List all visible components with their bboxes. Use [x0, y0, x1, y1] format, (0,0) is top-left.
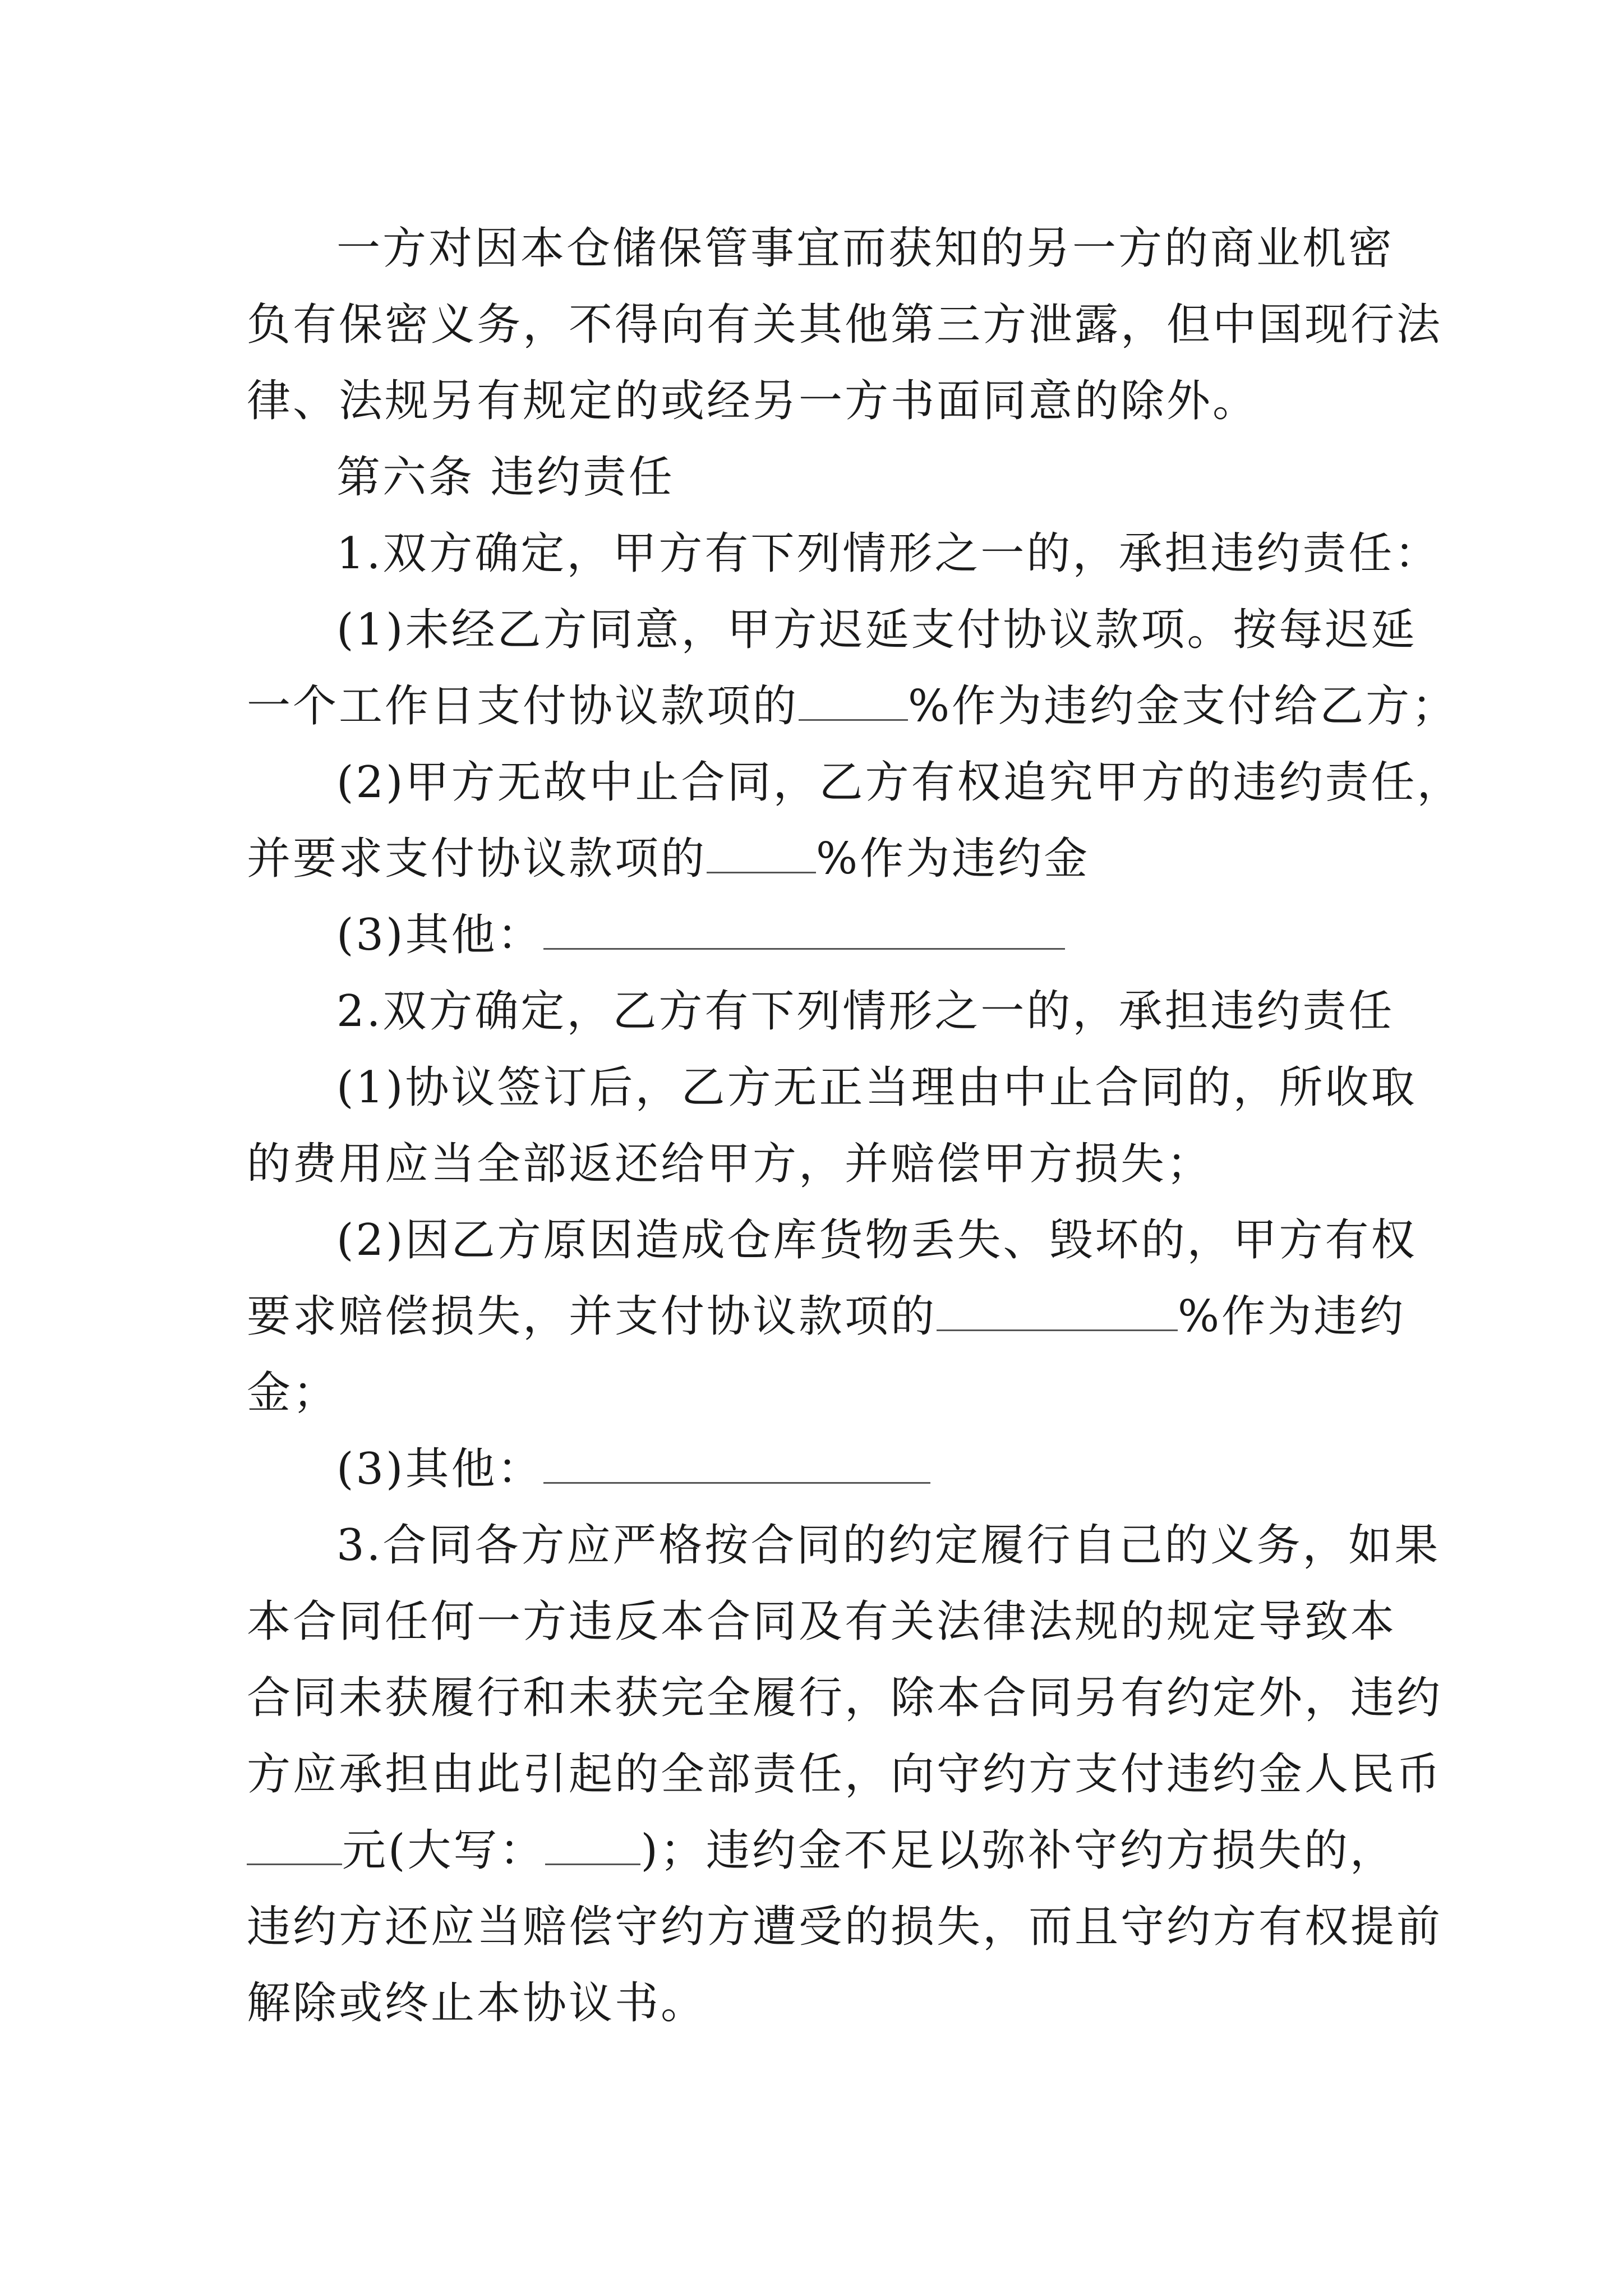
clause-line: (1)协议签订后，乙方无正当理由中止合同的，所收取: [336, 1062, 1417, 1113]
clause-line: (1)未经乙方同意，甲方迟延支付协议款项。按每迟延: [336, 605, 1417, 655]
fill-in-blank: [937, 1295, 1178, 1331]
clause-text: 要求赔偿损失，并支付协议款项的: [247, 1291, 937, 1342]
clause-line: [247, 1278, 1406, 1355]
clause-text: (3)其他：: [336, 1444, 543, 1494]
fill-in-blank: [543, 1447, 930, 1484]
clause-line: (2)甲方无故中止合同，乙方有权追究甲方的违约责任，: [336, 757, 1463, 808]
clause-line: 本合同任何一方违反本合同及有关法律法规的规定导致本: [247, 1596, 1397, 1647]
clause-text: 元(大写：: [342, 1825, 546, 1876]
clause-line: 的费用应当全部返还给甲方，并赔偿甲方损失；: [247, 1139, 1213, 1189]
fill-in-blank: [799, 684, 908, 721]
fill-in-blank: [545, 1829, 640, 1865]
paragraph-line: 律、法规另有规定的或经另一方书面同意的除外。: [247, 376, 1259, 426]
clause-line: 1.双方确定，甲方有下列情形之一的，承担违约责任：: [336, 528, 1441, 579]
section-heading: 第六条 违约责任: [336, 452, 675, 503]
clause-text: )；违约金不足以弥补守约方损失的，: [640, 1825, 1396, 1876]
clause-line: 金；: [247, 1368, 339, 1418]
clause-line: 合同未获履行和未获完全履行，除本合同另有约定外，违约: [247, 1673, 1443, 1723]
clause-text: %作为违约金: [816, 834, 1090, 884]
clause-line: 3.合同各方应严格按合同的约定履行自己的义务，如果: [336, 1520, 1441, 1571]
fill-in-blank: [707, 837, 816, 873]
clause-line: 解除或终止本协议书。: [247, 1978, 707, 2028]
clause-line: 违约方还应当赔偿守约方遭受的损失，而且守约方有权提前: [247, 1902, 1443, 1952]
clause-text: 并要求支付协议款项的: [247, 834, 707, 884]
clause-line: [247, 1812, 1396, 1889]
clause-text: %作为违约: [1178, 1291, 1406, 1342]
clause-line: [247, 668, 1458, 744]
clause-line: [247, 1431, 1391, 1507]
clause-line: (2)因乙方原因造成仓库货物丢失、毁坏的，甲方有权: [336, 1215, 1417, 1266]
clause-line: [247, 821, 1391, 897]
clause-text: 一个工作日支付协议款项的: [247, 681, 799, 731]
clause-text: %作为违约金支付给乙方；: [908, 681, 1458, 731]
clause-line: [247, 897, 1391, 973]
document-body: [247, 210, 1463, 2041]
clause-text: (3)其他：: [336, 910, 543, 960]
fill-in-blank: [543, 913, 1065, 950]
clause-line: 方应承担由此引起的全部责任，向守约方支付违约金人民币: [247, 1749, 1443, 1800]
paragraph-line: 负有保密义务，不得向有关其他第三方泄露，但中国现行法: [247, 300, 1443, 350]
fill-in-blank: [247, 1829, 342, 1865]
clause-line: 2.双方确定，乙方有下列情形之一的，承担违约责任: [336, 986, 1395, 1037]
paragraph-line: 一方对因本仓储保管事宜而获知的另一方的商业机密: [336, 223, 1395, 274]
